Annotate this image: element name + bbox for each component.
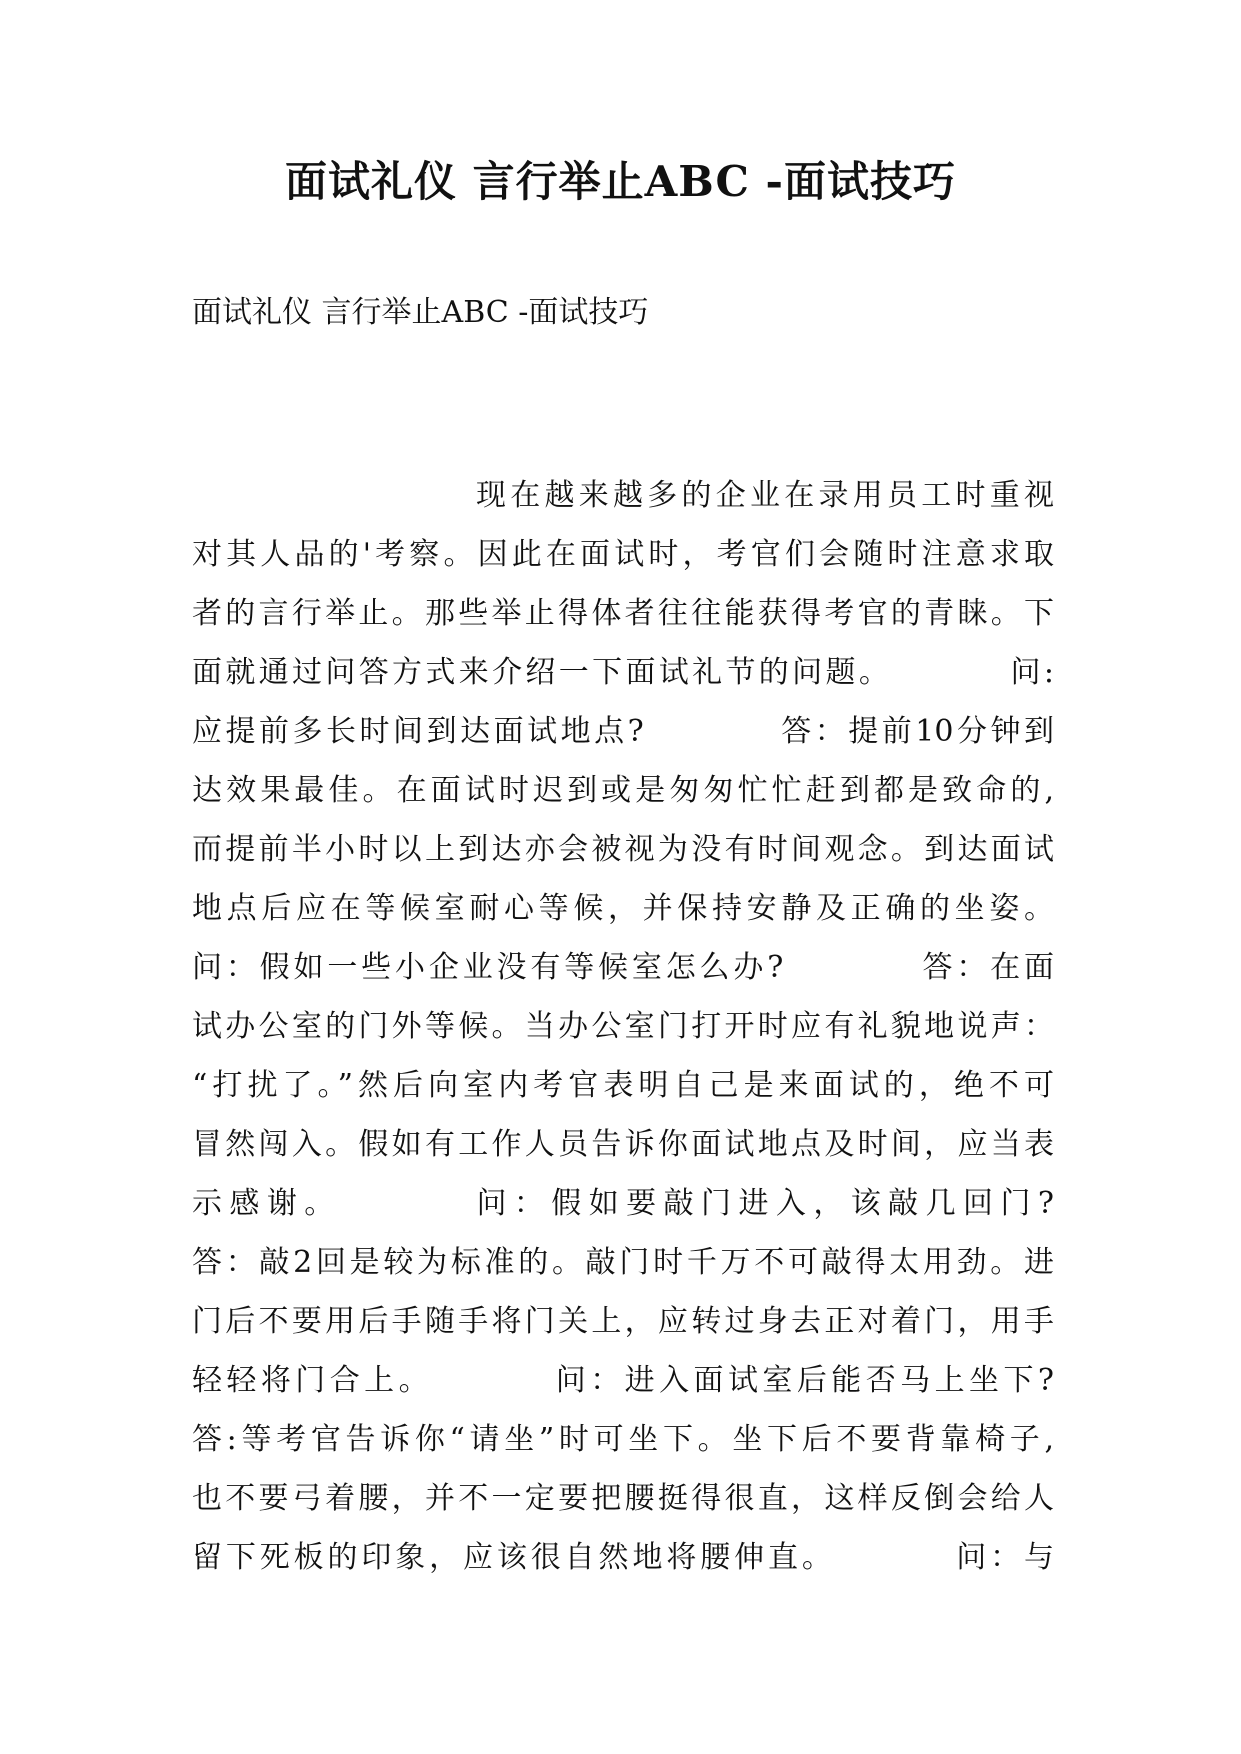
- body-line: 对其人品的'考察。因此在面试时，考官们会随时注意求取: [192, 537, 1054, 572]
- body-line: 达效果最佳。在面试时迟到或是匆匆忙忙赶到都是致命的,: [192, 773, 1054, 808]
- body-line: “打扰了。”然后向室内考官表明自己是来面试的，绝不可: [192, 1068, 1054, 1103]
- body-line: 面就通过问答方式来介绍一下面试礼节的问题。 问:: [192, 655, 1054, 690]
- body-line: 答：敲2回是较为标准的。敲门时千万不可敲得太用劲。进: [192, 1245, 1054, 1280]
- body-line: 而提前半小时以上到达亦会被视为没有时间观念。到达面试: [192, 832, 1054, 867]
- body-line: 答:等考官告诉你“请坐”时可坐下。坐下后不要背靠椅子,: [192, 1422, 1054, 1457]
- body-line: 也不要弓着腰，并不一定要把腰挺得很直，这样反倒会给人: [192, 1481, 1054, 1516]
- body-line: 者的言行举止。那些举止得体者往往能获得考官的青睐。下: [192, 596, 1054, 631]
- body-line: 示感谢。 问：假如要敲门进入，该敲几回门?: [192, 1186, 1054, 1221]
- body-line: 轻轻将门合上。 问：进入面试室后能否马上坐下?: [192, 1363, 1054, 1398]
- body-line: 问：假如一些小企业没有等候室怎么办? 答：在面: [192, 950, 1054, 985]
- body-line: 现在越来越多的企业在录用员工时重视: [476, 478, 1054, 513]
- body-line: 地点后应在等候室耐心等候，并保持安静及正确的坐姿。: [192, 891, 1054, 926]
- body-line: 门后不要用后手随手将门关上，应转过身去正对着门，用手: [192, 1304, 1054, 1339]
- body-line: 试办公室的门外等候。当办公室门打开时应有礼貌地说声：: [192, 1009, 1054, 1044]
- document-subtitle: 面试礼仪 言行举止ABC -面试技巧: [192, 295, 649, 330]
- body-line: 留下死板的印象，应该很自然地将腰伸直。 问：与: [192, 1540, 1054, 1575]
- document-body: [192, 466, 1054, 1587]
- body-line: 应提前多长时间到达面试地点? 答：提前10分钟到: [192, 714, 1054, 749]
- document-title: 面试礼仪 言行举止ABC -面试技巧: [285, 157, 956, 206]
- body-line: 冒然闯入。假如有工作人员告诉你面试地点及时间，应当表: [192, 1127, 1054, 1162]
